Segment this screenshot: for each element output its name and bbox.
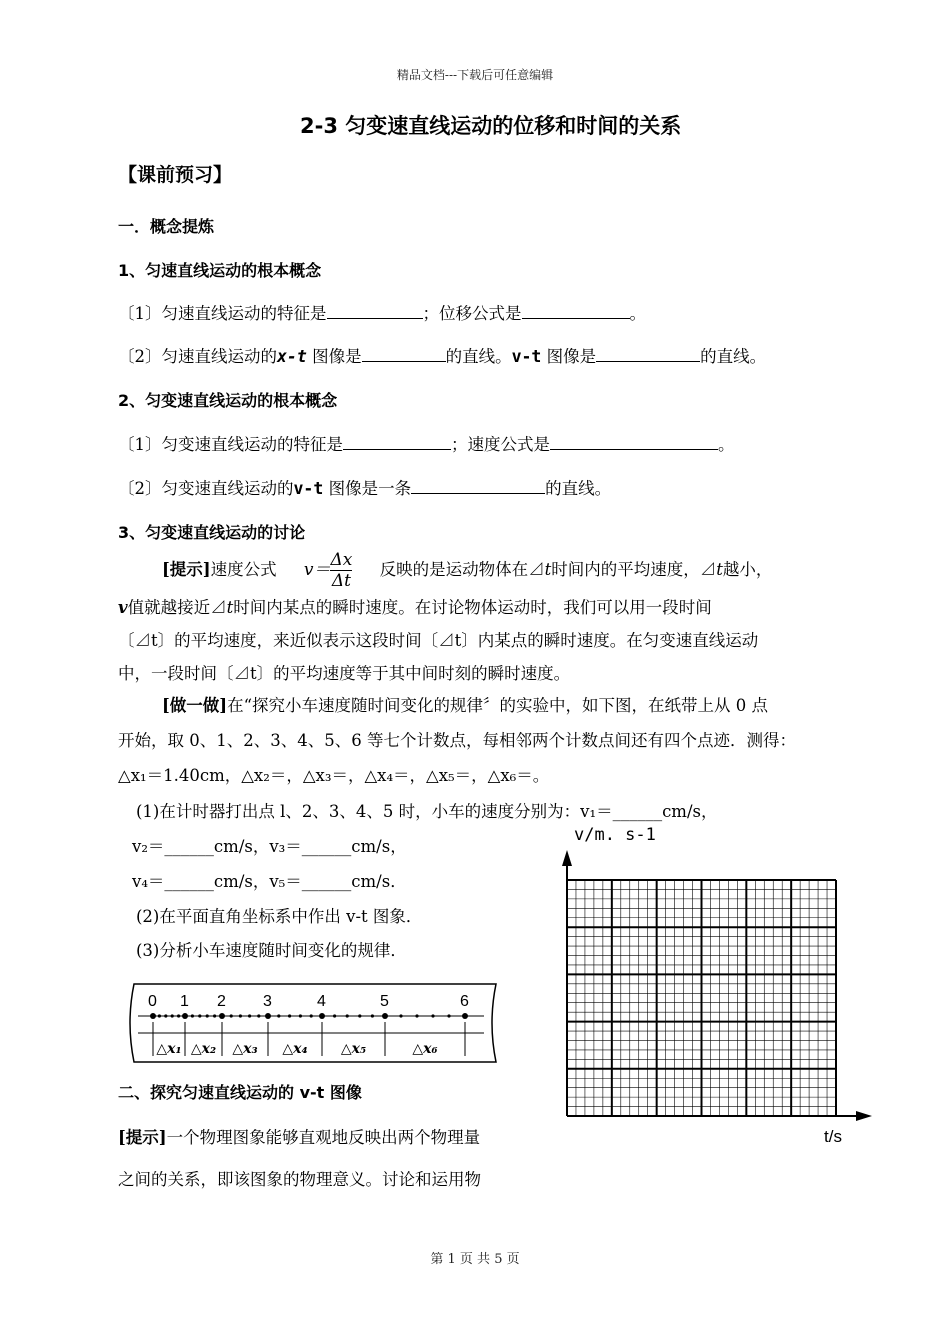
blank[interactable]: [522, 304, 630, 319]
page-title: 2-3 匀变速直线运动的位移和时间的关系: [300, 114, 682, 138]
tape-segment-label: △x₂: [190, 1041, 217, 1057]
tape-dot: [447, 1014, 450, 1017]
hint2-a: 值就越接近⊿: [127, 598, 227, 617]
hint6-line: 之间的关系，即该图象的物理意义。讨论和运用物: [118, 1170, 481, 1189]
hint5-line: [118, 1124, 480, 1148]
tape-point-label: 2: [217, 993, 226, 1010]
part2-title: 二、探究匀速直线运动的 v-t 图像: [118, 1083, 362, 1102]
question-1b: v₂＝______cm/s，v₃＝______cm/s，: [132, 837, 407, 856]
tape-dot: [299, 1014, 302, 1017]
hint2-v: v: [118, 598, 128, 617]
blank[interactable]: [362, 347, 446, 362]
vt-label: v-t: [293, 479, 324, 498]
tape-point: [150, 1013, 156, 1019]
tape-point-label: 0: [148, 993, 157, 1010]
tape-point: [382, 1013, 388, 1019]
formula-v: v＝: [303, 560, 331, 580]
tape-dot: [371, 1014, 374, 1017]
blank[interactable]: [596, 347, 700, 362]
x-axis-arrow-icon: [856, 1111, 872, 1121]
tape-dot: [239, 1014, 242, 1017]
hint-line2: [118, 594, 712, 618]
hint-b: 反映的是运动物体在⊿: [379, 560, 545, 579]
tape-dot: [164, 1014, 167, 1017]
graph-xlabel: t/s: [824, 1127, 842, 1146]
tape-segment-label: △x₅: [340, 1041, 367, 1057]
tape-dot: [310, 1014, 313, 1017]
y-axis-arrow-icon: [562, 850, 572, 866]
do-label: [做一做]: [162, 696, 228, 715]
tape-dot: [288, 1014, 291, 1017]
formula-denominator: Δt: [331, 571, 351, 591]
tape-point: [265, 1013, 271, 1019]
s1-line2-c: 的直线。: [445, 347, 512, 366]
part1-title: 一．概念提炼: [118, 217, 215, 236]
question-3: (3)分析小车速度随时间变化的规律．: [136, 941, 407, 960]
tape-segment-label: △x₃: [232, 1041, 258, 1057]
vt-label: v-t: [511, 347, 542, 366]
tape-dot: [158, 1014, 161, 1017]
s1-line1-a: 〔1〕匀速直线运动的特征是: [118, 304, 327, 323]
do-line1: [162, 692, 768, 716]
tape-dot: [171, 1014, 174, 1017]
hint-line1: [162, 548, 772, 592]
s2-line2-b: 图像是一条: [328, 479, 412, 498]
tape-dot: [399, 1014, 402, 1017]
s1-line2-d: 图像是: [546, 347, 597, 366]
s2-line2: [118, 475, 611, 499]
s1-line2: [118, 343, 766, 367]
tape-dot: [358, 1014, 361, 1017]
tape-segment-label: △x₆: [412, 1041, 438, 1057]
tape-dot: [277, 1014, 280, 1017]
tape-dot: [415, 1014, 418, 1017]
s1-line1-b: ；位移公式是: [422, 304, 522, 323]
blank[interactable]: [411, 479, 545, 494]
s1-line2-e: 的直线。: [700, 347, 767, 366]
hint-line3: 〔⊿t〕的平均速度，来近似表示这段时间〔⊿t〕内某点的瞬时速度。在匀变速直线运动: [118, 631, 759, 650]
tape-point-label: 6: [460, 993, 469, 1010]
hint5-text: 一个物理图象能够直观地反映出两个物理量: [166, 1128, 481, 1147]
s2-line1-b: ；速度公式是: [451, 435, 550, 454]
hint5-label: [提示]: [118, 1128, 167, 1147]
do-a: 在“探究小车速度随时间变化的规律〞的实验中，如下图，在纸带上从 0 点: [227, 696, 769, 715]
s1-line2-b: 图像是: [312, 347, 362, 366]
hint-t2: t: [716, 560, 723, 579]
tape-dot: [230, 1014, 233, 1017]
s2-line2-c: 的直线。: [545, 479, 612, 498]
hint2-b: 时间内某点的瞬时速度。在讨论物体运动时，我们可以用一段时间: [233, 598, 712, 617]
s2-line1-a: 〔1〕匀变速直线运动的特征是: [118, 435, 343, 454]
tape-dot: [206, 1014, 209, 1017]
tape-segment-label: △x₄: [282, 1041, 308, 1057]
s3-title: 3、匀变速直线运动的讨论: [118, 523, 306, 542]
graph-ylabel: v/m. s-1: [574, 825, 656, 845]
s2-line1-c: 。: [718, 435, 735, 454]
s2-line2-a: 〔2〕匀变速直线运动的: [118, 479, 294, 498]
hint-t1: t: [544, 560, 552, 579]
tape-dot: [257, 1014, 260, 1017]
tape-dot: [191, 1014, 194, 1017]
section-heading: 【课前预习】: [118, 164, 233, 186]
do-line3: △x₁＝1.40cm，△x₂＝，△x₃＝，△x₄＝，△x₅＝，△x₆＝。: [118, 766, 550, 785]
formula-numerator: Δx: [330, 550, 353, 570]
tape-point: [462, 1013, 468, 1019]
paper-tape-figure: [124, 978, 504, 1068]
tape-dot: [333, 1014, 336, 1017]
tape-point: [182, 1013, 188, 1019]
grid: [567, 880, 836, 1116]
hint-label: [提示]: [162, 560, 211, 579]
tape-point: [219, 1013, 225, 1019]
question-2: (2)在平面直角坐标系中作出 v-t 图象．: [136, 907, 423, 926]
s1-title: 1、匀速直线运动的根本概念: [118, 261, 322, 280]
blank[interactable]: [550, 435, 718, 450]
tape-point-label: 5: [380, 993, 389, 1010]
question-1c: v₄＝______cm/s，v₅＝______cm/s．: [132, 872, 407, 891]
vt-graph: [548, 820, 884, 1150]
tape-point: [319, 1013, 325, 1019]
blank[interactable]: [327, 304, 423, 319]
hint2-t: t: [226, 598, 234, 617]
s2-line1: [118, 431, 735, 455]
tape-dot: [213, 1014, 216, 1017]
hint-c: 时间内的平均速度，⊿: [551, 560, 717, 579]
tape-dot: [346, 1014, 349, 1017]
s1-line1: [118, 300, 646, 324]
tape-point-label: 1: [180, 993, 189, 1010]
formula-fraction: [330, 550, 352, 591]
page-header: 精品文档---下载后可任意编辑: [396, 68, 554, 82]
hint-a: 速度公式: [210, 560, 277, 579]
tape-point-label: 3: [263, 993, 272, 1010]
hint-d: 越小，: [722, 560, 773, 579]
hint-line4: 中，一段时间〔⊿t〕的平均速度等于其中间时刻的瞬时速度。: [118, 664, 571, 683]
blank[interactable]: [343, 435, 451, 450]
s1-line2-a: 〔2〕匀速直线运动的: [118, 347, 277, 366]
tape-dot: [177, 1014, 180, 1017]
tape-point-label: 4: [317, 993, 326, 1010]
tape-dot: [198, 1014, 201, 1017]
s2-title: 2、匀变速直线运动的根本概念: [118, 391, 338, 410]
tape-marks: [148, 993, 469, 1057]
question-1a: (1)在计时器打出点 l、2、3、4、5 时，小车的速度分别为：v₁＝______cm/s，: [136, 802, 718, 821]
tape-dot: [248, 1014, 251, 1017]
s1-line1-c: 。: [629, 304, 646, 323]
do-line2: 开始，取 0、1、2、3、4、5、6 等七个计数点，每相邻两个计数点间还有四个点迹．测得：: [118, 731, 796, 750]
page-footer: 第 1 页 共 5 页: [430, 1252, 520, 1267]
tape-segment-label: △x₁: [156, 1041, 182, 1057]
xt-label: x-t: [277, 347, 307, 366]
tape-dot: [431, 1014, 434, 1017]
